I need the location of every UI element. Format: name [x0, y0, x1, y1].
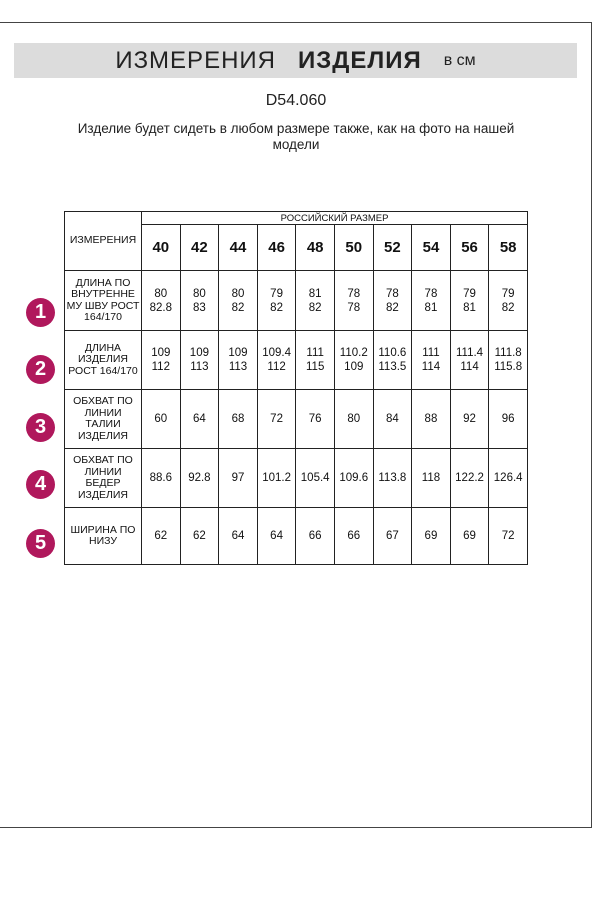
title-part-1: ИЗМЕРЕНИЯ — [115, 46, 276, 74]
measurement-value: 84 — [373, 390, 412, 449]
measurement-value: 122.2 — [450, 449, 489, 508]
title-banner — [14, 43, 577, 78]
unit-label: в см — [443, 51, 476, 69]
measurement-value: 67 — [373, 508, 412, 565]
measurement-value: 126.4 — [489, 449, 528, 508]
size-header-54: 54 — [412, 225, 451, 271]
measurement-value: 64 — [180, 390, 219, 449]
measurement-value: 92.8 — [180, 449, 219, 508]
row-number-badge: 5 — [26, 529, 55, 558]
row-number-badge: 3 — [26, 413, 55, 442]
corner-label: ИЗМЕРЕНИЯ — [65, 212, 142, 271]
fit-note: Изделие будет сидеть в любом размере также, как на фото на нашей модели — [77, 121, 515, 152]
measurement-value: 64 — [219, 508, 258, 565]
measurement-value: 62 — [180, 508, 219, 565]
measurement-value: 80 83 — [180, 271, 219, 331]
measurement-value: 66 — [296, 508, 335, 565]
measurement-label: ОБХВАТ ПО ЛИНИИ БЕДЕР ИЗДЕЛИЯ — [65, 449, 142, 508]
measurement-value: 80 82.8 — [142, 271, 181, 331]
measurement-value: 80 — [334, 390, 373, 449]
measurement-value: 109 113 — [180, 331, 219, 390]
measurement-value: 113.8 — [373, 449, 412, 508]
measurement-label: ШИРИНА ПО НИЗУ — [65, 508, 142, 565]
row-number-badge: 2 — [26, 355, 55, 384]
measurement-value: 92 — [450, 390, 489, 449]
size-header-44: 44 — [219, 225, 258, 271]
measurement-value: 105.4 — [296, 449, 335, 508]
size-header-40: 40 — [142, 225, 181, 271]
size-header-48: 48 — [296, 225, 335, 271]
measurement-value: 109 112 — [142, 331, 181, 390]
measurement-value: 69 — [450, 508, 489, 565]
measurement-value: 88 — [412, 390, 451, 449]
title-part-2: ИЗДЕЛИЯ — [298, 46, 422, 74]
measurement-value: 110.6 113.5 — [373, 331, 412, 390]
measurement-label: ОБХВАТ ПО ЛИНИИ ТАЛИИ ИЗДЕЛИЯ — [65, 390, 142, 449]
measurement-value: 109.6 — [334, 449, 373, 508]
measurement-value: 66 — [334, 508, 373, 565]
table-row — [65, 449, 528, 508]
measurement-value: 118 — [412, 449, 451, 508]
row-number-badge: 1 — [26, 298, 55, 327]
size-header-46: 46 — [257, 225, 296, 271]
measurement-label: ДЛИНА ПО ВНУТРЕННЕ МУ ШВУ РОСТ 164/170 — [65, 271, 142, 331]
size-header-42: 42 — [180, 225, 219, 271]
measurement-value: 78 82 — [373, 271, 412, 331]
measurement-value: 60 — [142, 390, 181, 449]
size-header-56: 56 — [450, 225, 489, 271]
measurement-value: 110.2 109 — [334, 331, 373, 390]
measurement-value: 79 82 — [489, 271, 528, 331]
measurement-value: 72 — [489, 508, 528, 565]
measurement-value: 109.4 112 — [257, 331, 296, 390]
measurement-label: ДЛИНА ИЗДЕЛИЯ РОСТ 164/170 — [65, 331, 142, 390]
table-row — [65, 390, 528, 449]
measurement-value: 64 — [257, 508, 296, 565]
measurement-value: 111 115 — [296, 331, 335, 390]
size-header-50: 50 — [334, 225, 373, 271]
size-group-label: РОССИЙСКИЙ РАЗМЕР — [142, 212, 528, 225]
measurement-value: 81 82 — [296, 271, 335, 331]
table-row — [65, 271, 528, 331]
measurement-value: 88.6 — [142, 449, 181, 508]
size-header-58: 58 — [489, 225, 528, 271]
measurement-value: 79 81 — [450, 271, 489, 331]
measurement-value: 111.4 114 — [450, 331, 489, 390]
measurement-value: 68 — [219, 390, 258, 449]
measurement-value: 111 114 — [412, 331, 451, 390]
measurement-value: 111.8 115.8 — [489, 331, 528, 390]
product-code: D54.060 — [265, 92, 327, 109]
measurement-value: 79 82 — [257, 271, 296, 331]
table-row — [65, 331, 528, 390]
measurement-value: 80 82 — [219, 271, 258, 331]
measurement-value: 97 — [219, 449, 258, 508]
measurement-value: 62 — [142, 508, 181, 565]
size-header-52: 52 — [373, 225, 412, 271]
measurement-value: 78 78 — [334, 271, 373, 331]
size-chart-table — [64, 211, 528, 565]
measurement-value: 96 — [489, 390, 528, 449]
measurement-value: 109 113 — [219, 331, 258, 390]
table-row — [65, 508, 528, 565]
measurement-value: 101.2 — [257, 449, 296, 508]
measurement-value: 72 — [257, 390, 296, 449]
measurement-value: 76 — [296, 390, 335, 449]
measurement-value: 69 — [412, 508, 451, 565]
row-number-badge: 4 — [26, 470, 55, 499]
measurement-value: 78 81 — [412, 271, 451, 331]
